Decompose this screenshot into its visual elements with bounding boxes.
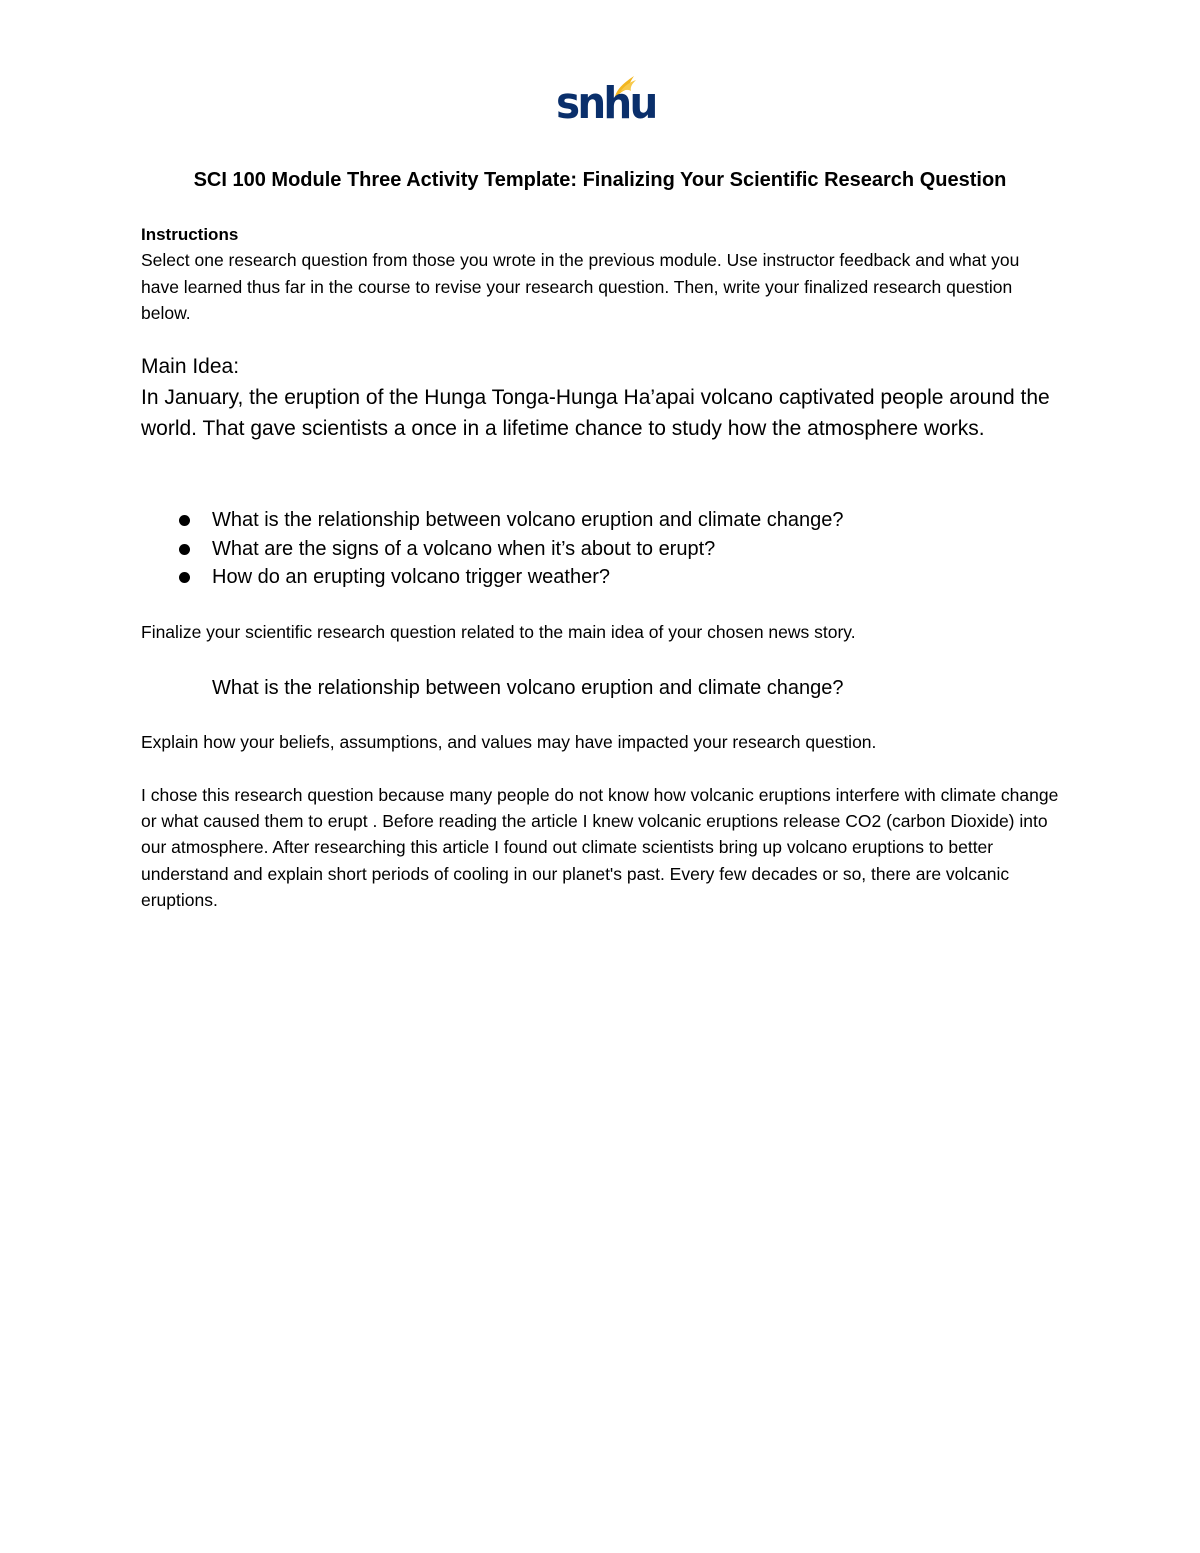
question-text: What are the signs of a volcano when it’s about to erupt? — [212, 537, 716, 560]
bullet-icon — [179, 544, 190, 555]
instructions-heading: Instructions — [141, 225, 239, 244]
main-idea-label: Main Idea: — [141, 355, 240, 378]
snhu-logo — [552, 72, 656, 136]
logo-wordmark: snhu — [556, 78, 656, 129]
list-item — [176, 535, 1076, 564]
question-text: What is the relationship between volcano eruption and climate change? — [212, 509, 844, 531]
instructions-text: Select one research question from those you wrote in the previous module. Use instructor feedback and what you have learned thus far in the course to revise your research question. Then, write your finalized research question below. — [141, 250, 1020, 323]
main-idea-text: In January, the eruption of the Hunga Tonga-Hunga Ha’apai volcano captivated people around the world. That gave scientists a once in a lifetime chance to study how the atmosphere works. — [141, 386, 1050, 440]
research-questions-list — [176, 506, 1076, 592]
list-item — [176, 563, 1076, 592]
list-item — [176, 506, 1076, 535]
bullet-icon — [179, 572, 190, 583]
explain-prompt: Explain how your beliefs, assumptions, and values may have impacted your research question. — [141, 732, 877, 752]
document-title: SCI 100 Module Three Activity Template: Finalizing Your Scientific Research Question — [193, 169, 1007, 191]
explain-answer: I chose this research question because many people do not know how volcanic eruptions interfere with climate change or what caused them to erupt . Before reading the article I knew volcanic eruptions release CO2 (carbon Dioxide) into our atmosphere. After researching this article I found out climate scientists bring up volcano eruptions to better understand and explain short periods of cooling in our planet's past. Every few decades or so, there are volcanic eruptions. — [141, 785, 1059, 910]
final-research-question: What is the relationship between volcano eruption and climate change? — [212, 677, 844, 699]
bullet-icon — [179, 515, 190, 526]
finalize-prompt: Finalize your scientific research question related to the main idea of your chosen news story. — [141, 622, 856, 642]
question-text: How do an erupting volcano trigger weather? — [212, 566, 611, 588]
